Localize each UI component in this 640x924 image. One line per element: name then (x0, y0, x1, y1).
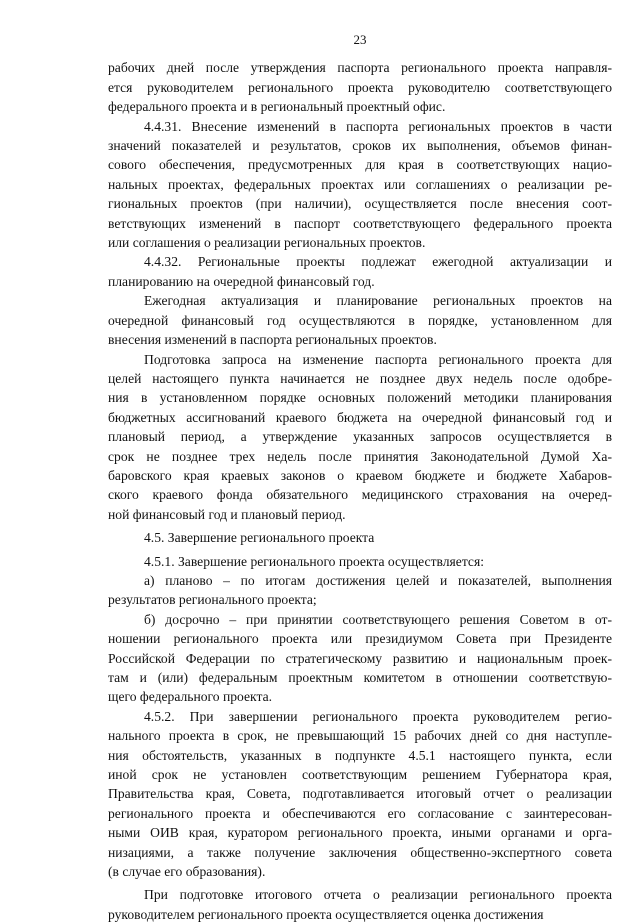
text-line: баровского края краевых законов о краевом бюджете и бюджете Хабаров- (108, 467, 612, 483)
text-line: При подготовке итогового отчета о реализации регионального проекта (144, 887, 612, 903)
text-line: низациями, а также получение заключения общественно-экспертного совета (108, 844, 612, 860)
text-line: ными ОИВ края, куратором регионального проекта, иными органами и орга- (108, 825, 612, 841)
text-line: внесения изменений в паспорта региональных проектов. (108, 332, 437, 348)
text-line: срок не позднее трех недель после принятия Законодательной Думой Ха- (108, 448, 612, 464)
text-line: регионального проекта и обеспечиваются его согласование с заинтересован- (108, 805, 612, 821)
text-line: ветствующих изменений в паспорт соответствующего федерального проекта (108, 215, 612, 231)
text-line: или соглашения о реализации региональных проектов. (108, 235, 426, 251)
text-line: ния в установленном порядке основных положений методики планирования (108, 390, 612, 406)
text-line: плановый период, а утверждение указанных запросов осуществляется в (108, 429, 612, 445)
document-page (108, 30, 612, 924)
text-line: ношении регионального проекта или президиумом Совета при Президенте (108, 631, 612, 647)
text-line: значений показателей и результатов, сроков их выполнения, объемов финан- (108, 138, 612, 154)
text-line: нального проекта в срок, не превышающий 15 рабочих дней со дня наступле- (108, 728, 612, 744)
paragraph (108, 552, 612, 571)
text-line: Российской Федерации по стратегическому развитию и национальным проек- (108, 650, 612, 666)
text-line: федерального проекта и в региональный проектный офис. (108, 99, 446, 115)
paragraph (108, 528, 612, 547)
text-line: 4.4.32. Региональные проекты подлежат ежегодной актуализации и (144, 254, 612, 270)
text-line: сового обеспечения, предусмотренных для края в соответствующих нацио- (108, 157, 612, 173)
text-line: Подготовка запроса на изменение паспорта регионального проекта для (144, 351, 612, 367)
text-line: иной срок не установлен соответствующим решением Губернатора края, (108, 767, 612, 783)
text-line: целей настоящего пункта начинается не позднее двух недель после одобре- (108, 370, 612, 386)
text-line: ния обстоятельств, указанных в подпункте 4.5.1 настоящего пункта, если (108, 747, 612, 763)
text-line: бюджетных ассигнований краевого бюджета на очередной финансовый год и (108, 409, 612, 425)
text-line: б) досрочно – при принятии соответствующего решения Советом в от- (144, 611, 612, 627)
paragraph (108, 58, 612, 116)
text-line: очередной финансовый год осуществляются в порядке, установленном для (108, 312, 612, 328)
paragraph (108, 571, 612, 610)
text-line: руководителем регионального проекта осуществляется оценка достижения (108, 906, 544, 922)
paragraph (108, 252, 612, 291)
text-line: (в случае его образования). (108, 864, 266, 880)
paragraph (108, 610, 612, 707)
text-line: 4.5. Завершение регионального проекта (144, 530, 375, 546)
text-line: нальных проектах, федеральных проектах или соглашениях о реализации ре- (108, 176, 612, 192)
page-number: 23 (353, 32, 367, 47)
paragraph (108, 350, 612, 525)
paragraph (108, 117, 612, 253)
text-line: ной финансовый год и плановый период. (108, 506, 346, 522)
text-line: результатов регионального проекта; (108, 592, 317, 608)
paragraph (108, 707, 612, 882)
text-line: рабочих дней после утверждения паспорта регионального проекта направля- (108, 60, 612, 76)
text-line: ется руководителем регионального проекта руководителю соответствующего (108, 79, 612, 95)
text-line: 4.5.1. Завершение регионального проекта осуществляется: (144, 553, 484, 569)
text-line: а) планово – по итогам достижения целей и показателей, выполнения (144, 572, 612, 588)
text-line: гиональных проектов (при наличии), осуществляется после внесения соот- (108, 196, 612, 212)
text-line: щего федерального проекта. (108, 689, 273, 705)
text-line: Ежегодная актуализация и планирование региональных проектов на (144, 293, 612, 309)
document-body (108, 58, 612, 924)
text-line: планированию на очередной финансовый год. (108, 273, 375, 289)
text-line: 4.5.2. При завершении регионального проекта руководителем регио- (144, 708, 612, 724)
text-line: там и (или) федеральным проектным комитетом в отношении соответствую- (108, 670, 612, 685)
text-line: Правительства края, Совета, подготавливается итоговый отчет о реализации (108, 786, 612, 802)
text-line: 4.4.31. Внесение изменений в паспорта региональных проектов в части (144, 118, 612, 134)
paragraph (108, 291, 612, 349)
text-line: ского краевого фонда обязательного медицинского страхования на очеред- (108, 487, 612, 503)
